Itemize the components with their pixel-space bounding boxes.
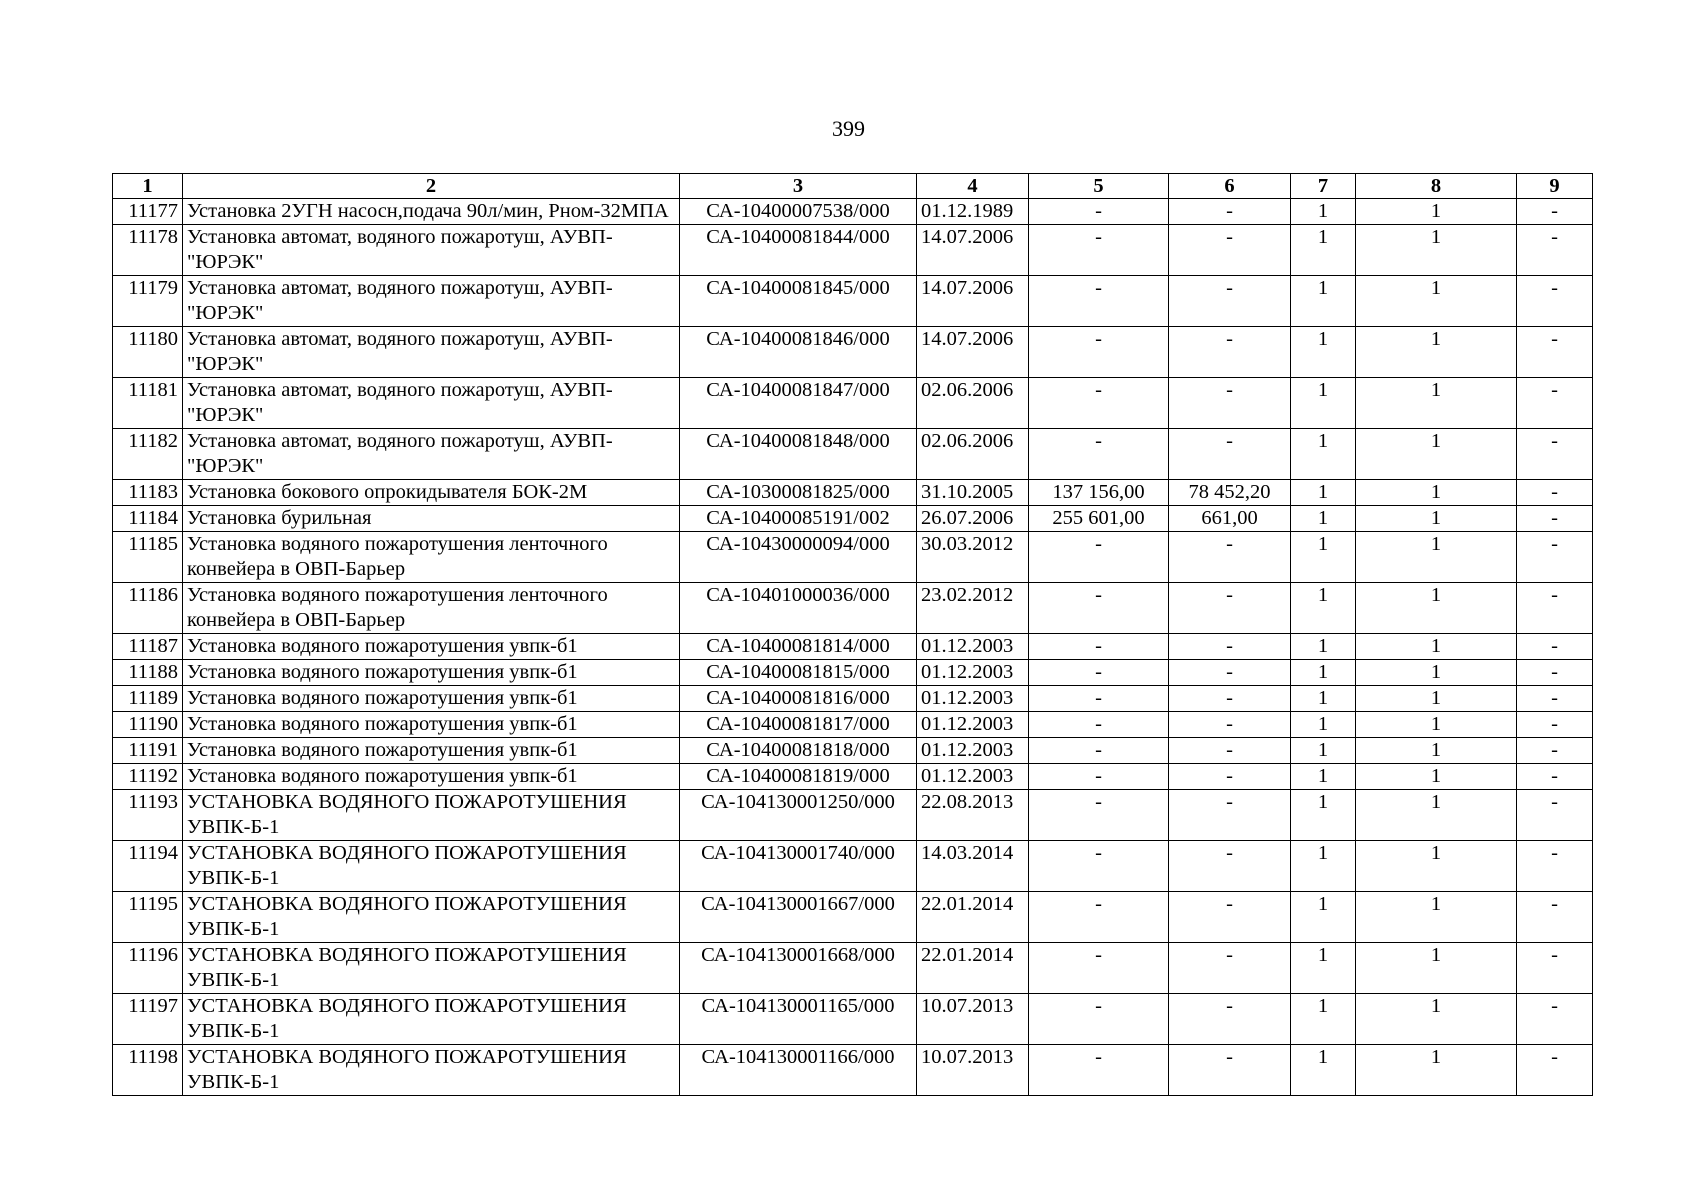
residual-value-cell: - [1169, 1045, 1291, 1096]
table-row [113, 583, 1593, 634]
count-cell: 1 [1356, 686, 1517, 712]
count-cell: 1 [1356, 429, 1517, 480]
value-cell: - [1029, 276, 1169, 327]
note-cell: - [1517, 429, 1593, 480]
date-cell: 14.07.2006 [917, 225, 1029, 276]
table-body [113, 199, 1593, 1096]
date-cell: 31.10.2005 [917, 480, 1029, 506]
note-cell: - [1517, 225, 1593, 276]
name-cell: Установка автомат, водяного пожаротуш, АУВП-"ЮРЭК" [183, 276, 680, 327]
date-cell: 01.12.2003 [917, 686, 1029, 712]
value-cell: - [1029, 532, 1169, 583]
count-cell: 1 [1356, 1045, 1517, 1096]
row-number-cell: 11186 [113, 583, 183, 634]
count-cell: 1 [1356, 660, 1517, 686]
note-cell: - [1517, 892, 1593, 943]
count-cell: 1 [1356, 480, 1517, 506]
table-row [113, 841, 1593, 892]
row-number-cell: 11178 [113, 225, 183, 276]
count-cell: 1 [1356, 199, 1517, 225]
quantity-cell: 1 [1291, 994, 1356, 1045]
note-cell: - [1517, 1045, 1593, 1096]
name-cell: Установка водяного пожаротушения увпк-б1 [183, 738, 680, 764]
value-cell: - [1029, 994, 1169, 1045]
inventory-code-cell: СА-10400007538/000 [680, 199, 917, 225]
quantity-cell: 1 [1291, 634, 1356, 660]
value-cell: - [1029, 841, 1169, 892]
row-number-cell: 11177 [113, 199, 183, 225]
name-cell: УСТАНОВКА ВОДЯНОГО ПОЖАРОТУШЕНИЯ УВПК-Б-1 [183, 1045, 680, 1096]
residual-value-cell: - [1169, 276, 1291, 327]
name-cell: Установка автомат, водяного пожаротуш, АУВП-"ЮРЭК" [183, 429, 680, 480]
value-cell: - [1029, 327, 1169, 378]
date-cell: 22.01.2014 [917, 943, 1029, 994]
quantity-cell: 1 [1291, 790, 1356, 841]
quantity-cell: 1 [1291, 532, 1356, 583]
name-cell: УСТАНОВКА ВОДЯНОГО ПОЖАРОТУШЕНИЯ УВПК-Б-1 [183, 790, 680, 841]
date-cell: 26.07.2006 [917, 506, 1029, 532]
count-cell: 1 [1356, 327, 1517, 378]
inventory-code-cell: СА-10400081846/000 [680, 327, 917, 378]
name-cell: УСТАНОВКА ВОДЯНОГО ПОЖАРОТУШЕНИЯ УВПК-Б-1 [183, 994, 680, 1045]
table-row [113, 892, 1593, 943]
quantity-cell: 1 [1291, 327, 1356, 378]
page-number: 399 [832, 116, 865, 141]
table-row [113, 790, 1593, 841]
quantity-cell: 1 [1291, 378, 1356, 429]
row-number-cell: 11180 [113, 327, 183, 378]
count-cell: 1 [1356, 712, 1517, 738]
name-cell: УСТАНОВКА ВОДЯНОГО ПОЖАРОТУШЕНИЯ УВПК-Б-1 [183, 892, 680, 943]
value-cell: - [1029, 686, 1169, 712]
quantity-cell: 1 [1291, 738, 1356, 764]
note-cell: - [1517, 480, 1593, 506]
value-cell: - [1029, 712, 1169, 738]
value-cell: - [1029, 634, 1169, 660]
inventory-code-cell: СА-104130001668/000 [680, 943, 917, 994]
row-number-cell: 11182 [113, 429, 183, 480]
value-cell: - [1029, 892, 1169, 943]
table-row [113, 532, 1593, 583]
residual-value-cell: - [1169, 892, 1291, 943]
row-number-cell: 11184 [113, 506, 183, 532]
note-cell: - [1517, 583, 1593, 634]
note-cell: - [1517, 634, 1593, 660]
count-cell: 1 [1356, 506, 1517, 532]
quantity-cell: 1 [1291, 199, 1356, 225]
note-cell: - [1517, 327, 1593, 378]
row-number-cell: 11194 [113, 841, 183, 892]
date-cell: 23.02.2012 [917, 583, 1029, 634]
residual-value-cell: 78 452,20 [1169, 480, 1291, 506]
count-cell: 1 [1356, 892, 1517, 943]
row-number-cell: 11179 [113, 276, 183, 327]
name-cell: Установка автомат, водяного пожаротуш, АУВП-"ЮРЭК" [183, 225, 680, 276]
inventory-code-cell: СА-104130001165/000 [680, 994, 917, 1045]
row-number-cell: 11196 [113, 943, 183, 994]
value-cell: - [1029, 378, 1169, 429]
residual-value-cell: - [1169, 327, 1291, 378]
date-cell: 02.06.2006 [917, 429, 1029, 480]
name-cell: Установка водяного пожаротушения ленточного конвейера в ОВП-Барьер [183, 583, 680, 634]
note-cell: - [1517, 378, 1593, 429]
quantity-cell: 1 [1291, 686, 1356, 712]
residual-value-cell: - [1169, 199, 1291, 225]
table-row [113, 199, 1593, 225]
value-cell: - [1029, 738, 1169, 764]
date-cell: 22.01.2014 [917, 892, 1029, 943]
note-cell: - [1517, 790, 1593, 841]
date-cell: 01.12.2003 [917, 764, 1029, 790]
count-cell: 1 [1356, 378, 1517, 429]
column-header: 9 [1517, 174, 1593, 199]
count-cell: 1 [1356, 276, 1517, 327]
table-header-row [113, 174, 1593, 199]
residual-value-cell: - [1169, 634, 1291, 660]
name-cell: Установка водяного пожаротушения увпк-б1 [183, 660, 680, 686]
table-row [113, 225, 1593, 276]
value-cell: - [1029, 660, 1169, 686]
value-cell: - [1029, 764, 1169, 790]
table-row [113, 378, 1593, 429]
table-row [113, 276, 1593, 327]
quantity-cell: 1 [1291, 506, 1356, 532]
inventory-code-cell: СА-10400081844/000 [680, 225, 917, 276]
note-cell: - [1517, 841, 1593, 892]
residual-value-cell: - [1169, 841, 1291, 892]
residual-value-cell: - [1169, 660, 1291, 686]
table-row [113, 660, 1593, 686]
column-header: 1 [113, 174, 183, 199]
table-row [113, 712, 1593, 738]
row-number-cell: 11190 [113, 712, 183, 738]
residual-value-cell: - [1169, 532, 1291, 583]
residual-value-cell: - [1169, 225, 1291, 276]
residual-value-cell: - [1169, 790, 1291, 841]
note-cell: - [1517, 686, 1593, 712]
column-header: 2 [183, 174, 680, 199]
column-header: 3 [680, 174, 917, 199]
inventory-code-cell: СА-104130001166/000 [680, 1045, 917, 1096]
inventory-code-cell: СА-10400081847/000 [680, 378, 917, 429]
date-cell: 01.12.2003 [917, 712, 1029, 738]
date-cell: 01.12.2003 [917, 660, 1029, 686]
table-row [113, 634, 1593, 660]
table-row [113, 506, 1593, 532]
table-row [113, 994, 1593, 1045]
inventory-code-cell: СА-104130001250/000 [680, 790, 917, 841]
name-cell: Установка водяного пожаротушения увпк-б1 [183, 764, 680, 790]
row-number-cell: 11197 [113, 994, 183, 1045]
date-cell: 14.07.2006 [917, 276, 1029, 327]
count-cell: 1 [1356, 532, 1517, 583]
count-cell: 1 [1356, 583, 1517, 634]
inventory-code-cell: СА-10400081815/000 [680, 660, 917, 686]
row-number-cell: 11187 [113, 634, 183, 660]
residual-value-cell: - [1169, 712, 1291, 738]
count-cell: 1 [1356, 943, 1517, 994]
table-row [113, 327, 1593, 378]
residual-value-cell: - [1169, 943, 1291, 994]
name-cell: Установка автомат, водяного пожаротуш, АУВП-"ЮРЭК" [183, 327, 680, 378]
column-header: 5 [1029, 174, 1169, 199]
name-cell: Установка водяного пожаротушения увпк-б1 [183, 634, 680, 660]
value-cell: - [1029, 429, 1169, 480]
date-cell: 01.12.2003 [917, 634, 1029, 660]
quantity-cell: 1 [1291, 1045, 1356, 1096]
name-cell: Установка бокового опрокидывателя БОК-2М [183, 480, 680, 506]
note-cell: - [1517, 994, 1593, 1045]
value-cell: 137 156,00 [1029, 480, 1169, 506]
inventory-code-cell: СА-10400081814/000 [680, 634, 917, 660]
row-number-cell: 11189 [113, 686, 183, 712]
count-cell: 1 [1356, 994, 1517, 1045]
table-row [113, 738, 1593, 764]
note-cell: - [1517, 660, 1593, 686]
name-cell: УСТАНОВКА ВОДЯНОГО ПОЖАРОТУШЕНИЯ УВПК-Б-1 [183, 841, 680, 892]
date-cell: 02.06.2006 [917, 378, 1029, 429]
note-cell: - [1517, 532, 1593, 583]
table-row [113, 429, 1593, 480]
inventory-code-cell: СА-10400081816/000 [680, 686, 917, 712]
note-cell: - [1517, 712, 1593, 738]
quantity-cell: 1 [1291, 480, 1356, 506]
count-cell: 1 [1356, 634, 1517, 660]
date-cell: 10.07.2013 [917, 1045, 1029, 1096]
inventory-code-cell: СА-10401000036/000 [680, 583, 917, 634]
row-number-cell: 11198 [113, 1045, 183, 1096]
quantity-cell: 1 [1291, 841, 1356, 892]
residual-value-cell: - [1169, 429, 1291, 480]
inventory-code-cell: СА-10400081845/000 [680, 276, 917, 327]
quantity-cell: 1 [1291, 943, 1356, 994]
column-header: 7 [1291, 174, 1356, 199]
quantity-cell: 1 [1291, 583, 1356, 634]
inventory-code-cell: СА-104130001740/000 [680, 841, 917, 892]
name-cell: УСТАНОВКА ВОДЯНОГО ПОЖАРОТУШЕНИЯ УВПК-Б-1 [183, 943, 680, 994]
row-number-cell: 11195 [113, 892, 183, 943]
name-cell: Установка водяного пожаротушения увпк-б1 [183, 686, 680, 712]
date-cell: 22.08.2013 [917, 790, 1029, 841]
quantity-cell: 1 [1291, 276, 1356, 327]
count-cell: 1 [1356, 764, 1517, 790]
asset-table [112, 173, 1593, 1096]
date-cell: 14.03.2014 [917, 841, 1029, 892]
value-cell: - [1029, 225, 1169, 276]
column-header: 6 [1169, 174, 1291, 199]
count-cell: 1 [1356, 738, 1517, 764]
value-cell: - [1029, 199, 1169, 225]
date-cell: 14.07.2006 [917, 327, 1029, 378]
residual-value-cell: - [1169, 994, 1291, 1045]
table-row [113, 1045, 1593, 1096]
note-cell: - [1517, 738, 1593, 764]
note-cell: - [1517, 764, 1593, 790]
date-cell: 30.03.2012 [917, 532, 1029, 583]
note-cell: - [1517, 506, 1593, 532]
value-cell: - [1029, 583, 1169, 634]
quantity-cell: 1 [1291, 764, 1356, 790]
residual-value-cell: - [1169, 378, 1291, 429]
row-number-cell: 11191 [113, 738, 183, 764]
count-cell: 1 [1356, 841, 1517, 892]
count-cell: 1 [1356, 790, 1517, 841]
table-row [113, 480, 1593, 506]
residual-value-cell: 661,00 [1169, 506, 1291, 532]
quantity-cell: 1 [1291, 660, 1356, 686]
note-cell: - [1517, 199, 1593, 225]
row-number-cell: 11183 [113, 480, 183, 506]
name-cell: Установка автомат, водяного пожаротуш, АУВП-"ЮРЭК" [183, 378, 680, 429]
quantity-cell: 1 [1291, 429, 1356, 480]
row-number-cell: 11193 [113, 790, 183, 841]
date-cell: 01.12.2003 [917, 738, 1029, 764]
value-cell: - [1029, 790, 1169, 841]
residual-value-cell: - [1169, 686, 1291, 712]
table-row [113, 943, 1593, 994]
row-number-cell: 11185 [113, 532, 183, 583]
row-number-cell: 11192 [113, 764, 183, 790]
value-cell: - [1029, 943, 1169, 994]
name-cell: Установка 2УГН насосн,подача 90л/мин, Рном-32МПА [183, 199, 680, 225]
inventory-code-cell: СА-10400081818/000 [680, 738, 917, 764]
table-row [113, 764, 1593, 790]
name-cell: Установка водяного пожаротушения ленточного конвейера в ОВП-Барьер [183, 532, 680, 583]
inventory-code-cell: СА-10300081825/000 [680, 480, 917, 506]
inventory-code-cell: СА-10400081848/000 [680, 429, 917, 480]
inventory-code-cell: СА-10400085191/002 [680, 506, 917, 532]
residual-value-cell: - [1169, 764, 1291, 790]
residual-value-cell: - [1169, 583, 1291, 634]
inventory-code-cell: СА-10400081819/000 [680, 764, 917, 790]
column-header: 4 [917, 174, 1029, 199]
row-number-cell: 11181 [113, 378, 183, 429]
name-cell: Установка водяного пожаротушения увпк-б1 [183, 712, 680, 738]
row-number-cell: 11188 [113, 660, 183, 686]
inventory-code-cell: СА-10400081817/000 [680, 712, 917, 738]
count-cell: 1 [1356, 225, 1517, 276]
name-cell: Установка бурильная [183, 506, 680, 532]
value-cell: - [1029, 1045, 1169, 1096]
column-header: 8 [1356, 174, 1517, 199]
quantity-cell: 1 [1291, 225, 1356, 276]
inventory-code-cell: СА-10430000094/000 [680, 532, 917, 583]
quantity-cell: 1 [1291, 892, 1356, 943]
note-cell: - [1517, 276, 1593, 327]
residual-value-cell: - [1169, 738, 1291, 764]
value-cell: 255 601,00 [1029, 506, 1169, 532]
inventory-code-cell: СА-104130001667/000 [680, 892, 917, 943]
note-cell: - [1517, 943, 1593, 994]
table-row [113, 686, 1593, 712]
date-cell: 10.07.2013 [917, 994, 1029, 1045]
quantity-cell: 1 [1291, 712, 1356, 738]
date-cell: 01.12.1989 [917, 199, 1029, 225]
